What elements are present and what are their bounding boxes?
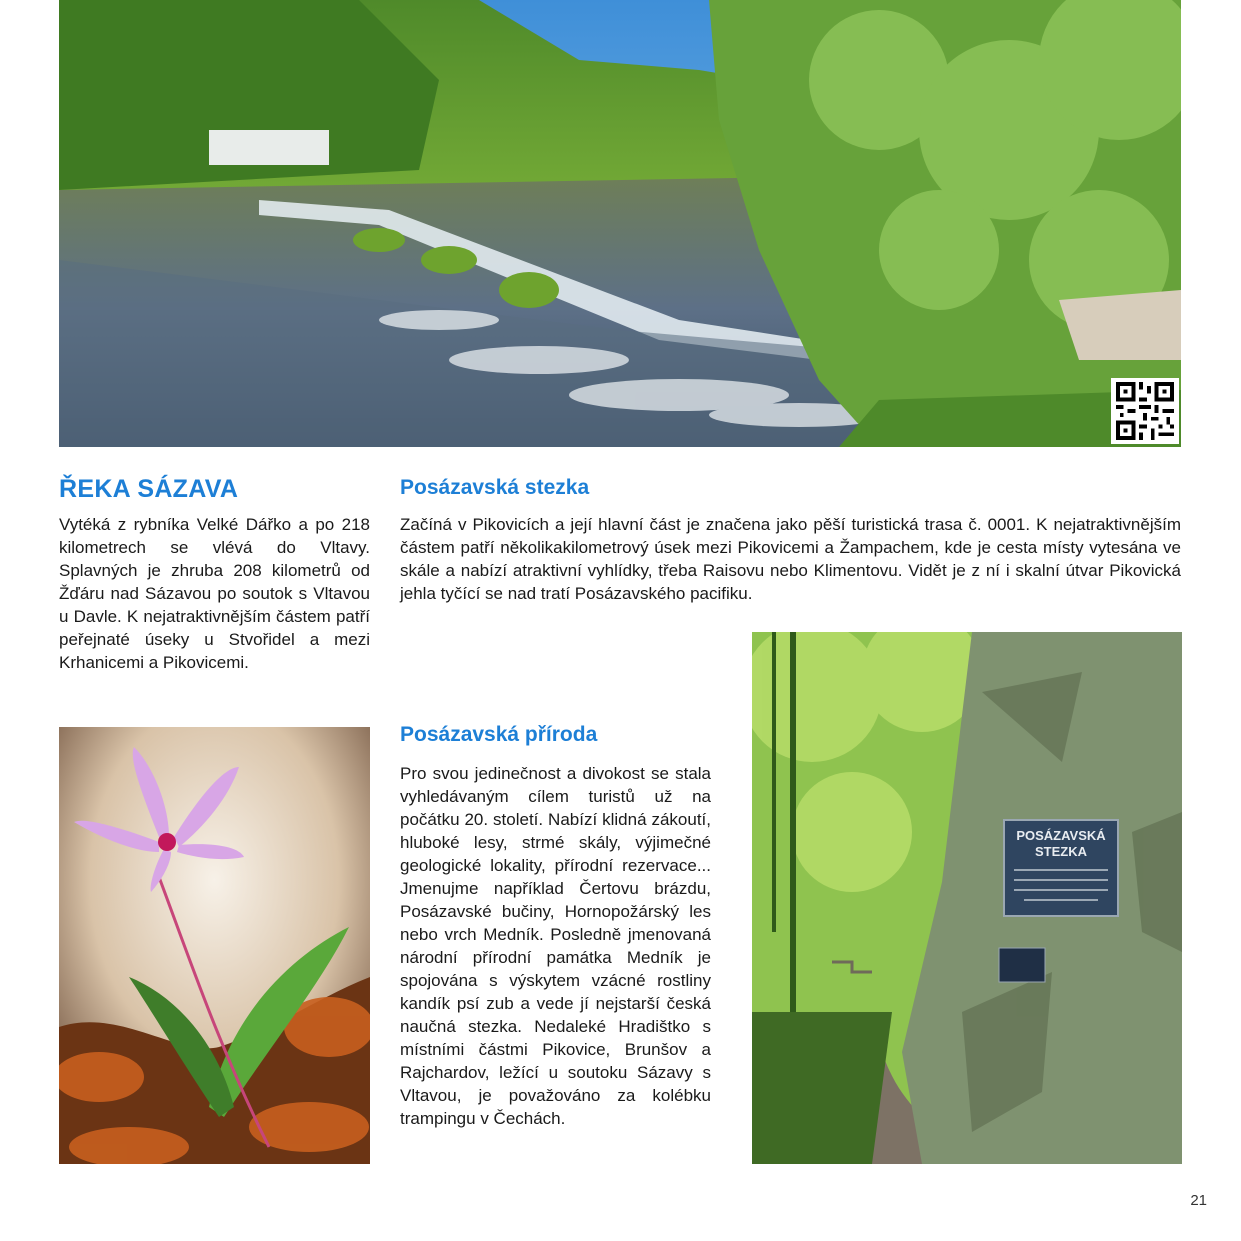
posazavska-priroda-text: Pro svou jedinečnost a divokost se stala vyhledávaným cílem turistů už na počátku 20. století. Nabízí klidná zákoutí, hluboké lesy, strmé skály, výjimečné geologické lokality, přírodní rezervace... Jmenujme například Čertovu brázdu, Posázavské bučiny, Hornopožárský les nebo vrch Medník. Posledně jmenovaná národní přírodní památka Medník je spojována s výskytem vzácné rostliny kandík psí zub a vede jí nejstarší česká naučná stezka. Nedaleké Hradištko s místními částmi Pikovice, Brunšov a Rajchardov, ležící u soutoku Sázavy s Vltavou, je považováno za kolébku trampingu v Čechách. bbox=[400, 764, 711, 1128]
rock-plaque-photo bbox=[752, 632, 1182, 1164]
qr-code[interactable] bbox=[1111, 378, 1179, 444]
plaque-line-1: POSÁZAVSKÁ bbox=[1016, 828, 1106, 843]
posazavska-stezka-heading: Posázavská stezka bbox=[400, 476, 590, 499]
plaque-line-2: STEZKA bbox=[1035, 844, 1087, 859]
dogtooth-violet-photo bbox=[59, 727, 370, 1164]
river-weir-photo bbox=[59, 0, 1181, 447]
page-number: 21 bbox=[1190, 1192, 1207, 1209]
reka-sazava-heading: ŘEKA SÁZAVA bbox=[59, 475, 239, 503]
posazavska-priroda-heading: Posázavská příroda bbox=[400, 723, 598, 746]
reka-sazava-text: Vytéká z rybníka Velké Dářko a po 218 kilometrech se vlévá do Vltavy. Splavných je zhruba 208 kilometrů od Žďáru nad Sázavou po soutok s Vltavou u Davle. K nejatraktivnějším částem patří peřejnaté úseky u Stvořidel a mezi Krhanicemi a Pikovicemi. bbox=[59, 515, 370, 672]
posazavska-stezka-text: Začíná v Pikovicích a její hlavní část je značena jako pěší turistická trasa č. 0001. K nejatraktivnějším částem patří několikakilometrový úsek mezi Pikovicemi a Žampachem, kde je cesta místy vytesána ve skále a nabízí atraktivní vyhlídky, třeba Raisovu nebo Klimentovu. Vidět je z ní i skalní útvar Pikovická jehla tyčící se nad tratí Posázavského pacifiku. bbox=[400, 515, 1181, 603]
